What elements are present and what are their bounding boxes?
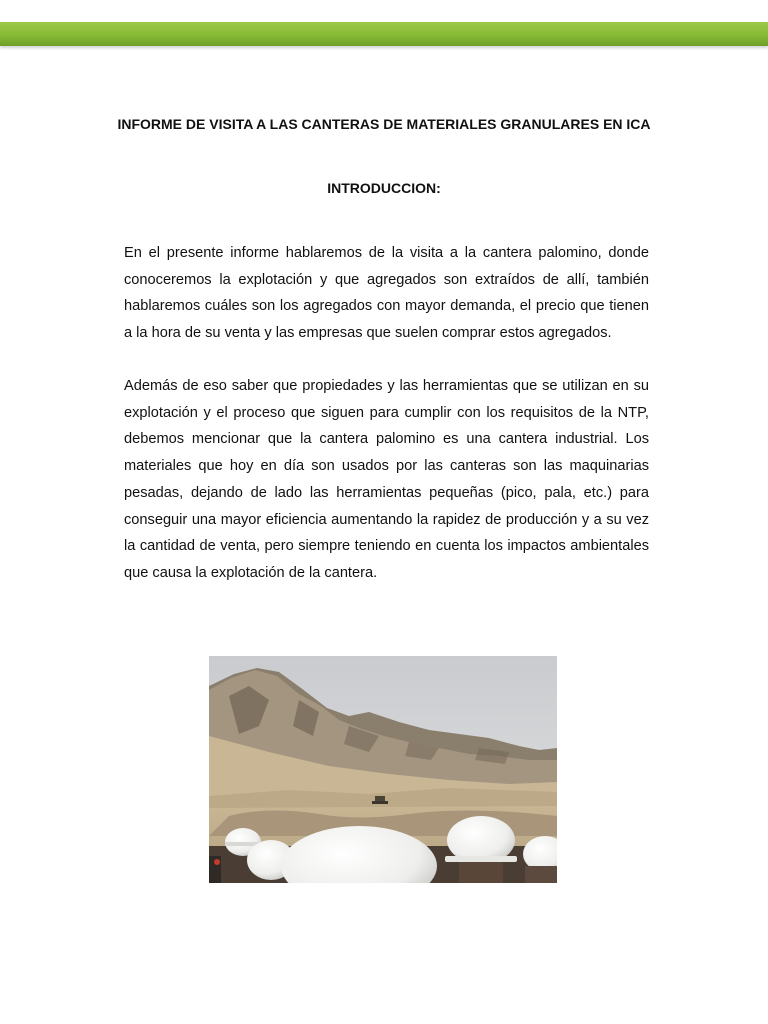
- section-heading: INTRODUCCION:: [327, 180, 441, 196]
- paragraph-1: En el presente informe hablaremos de la visita a la cantera palomino, donde conoceremos la explotación y que agregados son extraídos de allí, también hablaremos cuáles son los agregados con mayor demanda, el precio que tienen a la hora de su venta y las empresas que suelen comprar estos agregados.: [124, 245, 649, 342]
- quarry-photo: [209, 656, 557, 883]
- paragraph-2: Además de eso saber que propiedades y las herramientas que se utilizan en su explotación y el proceso que siguen para cumplir con los requisitos de la NTP, debemos mencionar que la cantera palomino es una cantera industrial. Los materiales que hoy en día son usados por las canteras son las maquinarias pesadas, dejando de lado las herramientas pequeñas (pico, pala, etc.) para conseguir una mayor eficiencia aumentando la rapidez de producción y a su vez la cantidad de venta, pero siempre teniendo en cuenta los impactos ambientales que causa la explotación de la cantera.: [124, 378, 649, 581]
- header-bar: [0, 22, 768, 46]
- document-title: INFORME DE VISITA A LAS CANTERAS DE MATERIALES GRANULARES EN ICA: [117, 116, 651, 132]
